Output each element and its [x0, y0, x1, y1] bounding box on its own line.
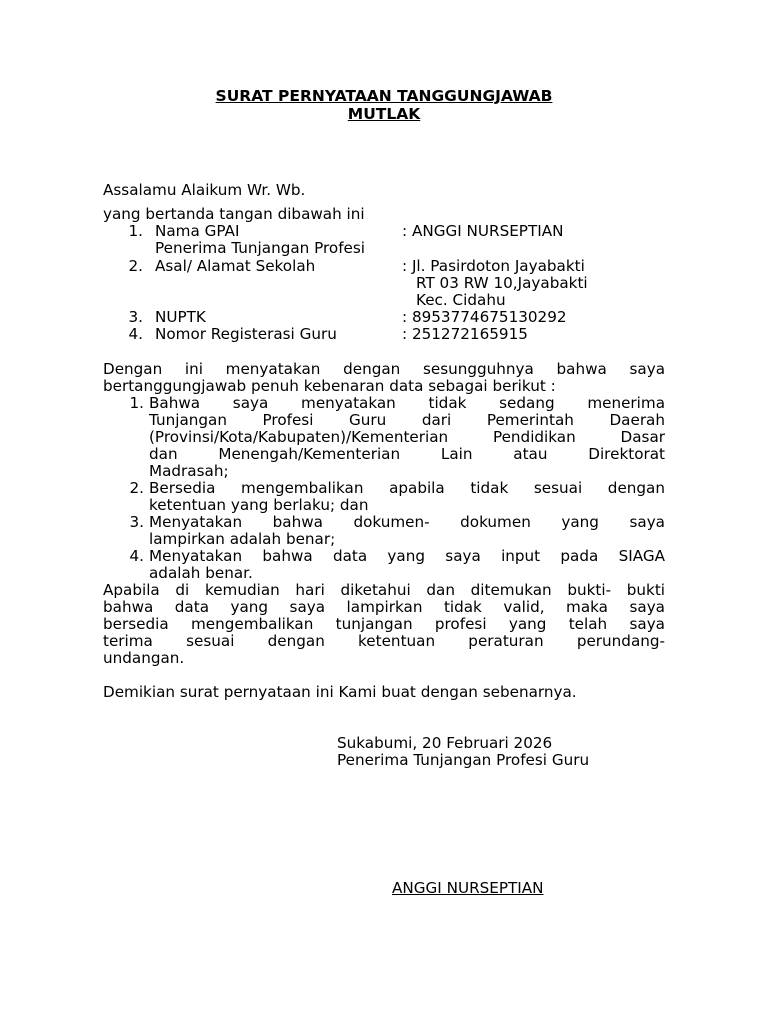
intro-text: yang bertanda tangan dibawah ini: [103, 205, 365, 223]
list-item-line: Menyatakan bahwa data yang saya input pada SIAGA: [149, 547, 665, 565]
document-title: SURAT PERNYATAAN TANGGUNGJAWAB: [215, 87, 553, 105]
statement-paragraph-line1: Dengan ini menyatakan dengan sesungguhnya bahwa saya: [103, 360, 665, 378]
field-value-alamat-line2: RT 03 RW 10,Jayabakti: [416, 274, 588, 292]
list-item-line: Menyatakan bahwa dokumen- dokumen yang saya: [149, 513, 665, 531]
list-item-number: 4.: [129, 547, 144, 565]
list-item-line: Bersedia mengembalikan apabila tidak sesuai dengan: [149, 479, 665, 497]
place-date: Sukabumi, 20 Februari 2026: [337, 734, 553, 752]
greeting: Assalamu Alaikum Wr. Wb.: [103, 181, 306, 199]
consequence-paragraph-line: bahwa data yang saya lampirkan tidak valid, maka saya: [103, 598, 665, 616]
statement-paragraph-line2: bertanggungjawab penuh kebenaran data sebagai berikut :: [103, 377, 556, 395]
field-value-nuptk: : 8953774675130292: [402, 308, 567, 326]
field-value-alamat-line3: Kec. Cidahu: [416, 291, 506, 309]
list-item-line: (Provinsi/Kota/Kabupaten)/Kementerian Pendidikan Dasar: [149, 428, 665, 446]
list-item-line: lampirkan adalah benar;: [149, 530, 336, 548]
closing-statement: Demikian surat pernyataan ini Kami buat dengan sebenarnya.: [103, 683, 577, 701]
list-item-line: Bahwa saya menyatakan tidak sedang menerima: [149, 394, 665, 412]
signer-role: Penerima Tunjangan Profesi Guru: [337, 751, 590, 769]
consequence-paragraph-line: Apabila di kemudian hari diketahui dan ditemukan bukti- bukti: [103, 581, 665, 599]
signer-name: ANGGI NURSEPTIAN: [392, 879, 544, 897]
list-item-line: ketentuan yang berlaku; dan: [149, 496, 369, 514]
field-label-registrasi: Nomor Registerasi Guru: [155, 325, 337, 343]
statement-list: [103, 395, 665, 585]
list-item-line: Madrasah;: [149, 462, 229, 480]
list-item-number: 3.: [129, 513, 144, 531]
list-item-line: dan Menengah/Kementerian Lain atau Direktorat: [149, 445, 665, 463]
consequence-paragraph-line: bersedia mengembalikan tunjangan profesi yang telah saya: [103, 615, 665, 633]
consequence-paragraph-line: terima sesuai dengan ketentuan peraturan perundang-: [103, 632, 665, 650]
field-value-alamat: : Jl. Pasirdoton Jayabakti: [402, 257, 585, 275]
field-number: 2.: [128, 257, 143, 275]
field-label-nuptk: NUPTK: [155, 308, 206, 326]
list-item-line: adalah benar.: [149, 564, 253, 582]
list-item-number: 1.: [129, 394, 144, 412]
field-number: 3.: [128, 308, 143, 326]
field-label-nama: Nama GPAI: [155, 222, 240, 240]
field-value-registrasi: : 251272165915: [402, 325, 528, 343]
field-label-nama-line2: Penerima Tunjangan Profesi: [155, 239, 366, 257]
field-number: 1.: [128, 222, 143, 240]
identity-fields: [103, 223, 663, 343]
list-item-number: 2.: [129, 479, 144, 497]
list-item-line: Tunjangan Profesi Guru dari Pemerintah Daerah: [149, 411, 665, 429]
field-label-alamat: Asal/ Alamat Sekolah: [155, 257, 316, 275]
consequence-paragraph-line: undangan.: [103, 649, 185, 667]
field-number: 4.: [128, 325, 143, 343]
document-title-line2: MUTLAK: [347, 105, 421, 123]
field-value-nama: : ANGGI NURSEPTIAN: [402, 222, 564, 240]
